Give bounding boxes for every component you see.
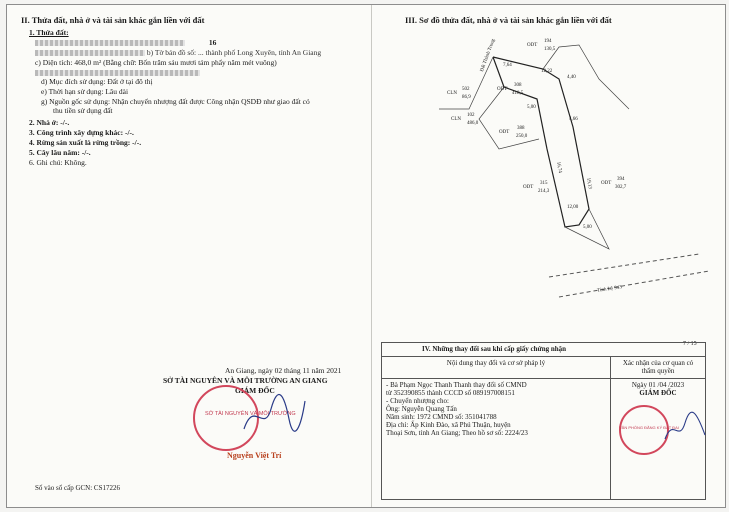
map-label: ODT <box>601 181 612 186</box>
issuer-role: GIÁM ĐỐC <box>235 386 275 395</box>
map-label: 86,9 <box>462 95 471 100</box>
dimension: 4,66 <box>569 117 578 122</box>
item-3: 3. Công trình xây dựng khác: -/-. <box>29 128 134 137</box>
line-a: 16 <box>35 38 216 47</box>
map-label: ODT <box>523 185 534 190</box>
fold-line <box>371 5 372 507</box>
map-label: CLN <box>447 91 457 96</box>
map-label: 502 <box>462 87 470 92</box>
section-ii-title: II. Thửa đất, nhà ở và tài sản khác gắn liền với đất <box>21 15 205 25</box>
map-label: 130,5 <box>544 47 556 52</box>
line-g1: g) Nguồn gốc sử dụng: Nhận chuyển nhượng đất được Công nhận QSDĐ như giao đất có <box>41 97 310 106</box>
item-1-title: 1. Thửa đất: <box>29 28 69 37</box>
plot-boundary <box>493 57 589 227</box>
confirm-role: GIÁM ĐỐC <box>639 389 677 397</box>
dimension: 12,22 <box>541 69 553 74</box>
confirm-date: Ngày 01 /04 /2023 <box>631 381 685 389</box>
certificate-page <box>6 4 726 508</box>
item-5: 5. Cây lâu năm: -/-. <box>29 148 91 157</box>
seal-text: SỞ TÀI NGUYÊN VÀ MÔI TRƯỜNG <box>205 411 296 417</box>
registry-number: Số vào sổ cấp GCN: CS17226 <box>35 484 120 492</box>
dimension: 5,00 <box>583 225 592 230</box>
line-b: b) Tờ bản đồ số: ... thành phố Long Xuyên, tỉnh An Giang <box>35 48 321 57</box>
column-header: Nội dung thay đổi và cơ sở pháp lý <box>382 357 611 379</box>
map-label: 102 <box>467 113 475 118</box>
map-label: ODT <box>497 87 508 92</box>
map-label: 194 <box>544 39 552 44</box>
signature <box>239 389 309 439</box>
map-label: 214,3 <box>538 189 550 194</box>
map-label: 418,5 <box>512 91 524 96</box>
map-label: CLN <box>451 117 461 122</box>
column-header: Xác nhận của cơ quan có thẩm quyền <box>611 357 706 379</box>
signer-name: Nguyễn Việt Trí <box>227 451 282 460</box>
change-content: - Bà Phạm Ngọc Thanh Thanh thay đổi số CMND từ 352390855 thành CCCD số 089197008151 - Chuyển nhượng cho: Ông: Nguyễn Quang Tấn Năm sinh: 1972 CMND số: 351041788 Địa chỉ: Ấp Kinh Đào, xã Phú Thuận, huyện Thoại Sơn, tỉnh An Giang; Theo hồ sơ số: 2224/23 <box>382 379 611 500</box>
issuing-department: SỞ TÀI NGUYÊN VÀ MÔI TRƯỜNG AN GIANG <box>163 376 328 385</box>
map-label: 302,7 <box>615 185 627 190</box>
item-4: 4. Rừng sản xuất là rừng trồng: -/-. <box>29 138 142 147</box>
item-6: 6. Ghi chú: Không. <box>29 158 87 167</box>
dimension: 12,00 <box>567 205 579 210</box>
map-label: ODT <box>499 130 510 135</box>
redacted-text <box>35 40 185 46</box>
line-c: c) Diện tích: 468,0 m² (Bằng chữ: Bốn trăm sáu mươi tám phẩy năm mét vuông) <box>35 58 277 67</box>
changes-table <box>381 342 706 500</box>
dimension: 19,13 <box>585 177 593 190</box>
dimension: 4,40 <box>567 75 576 80</box>
road-label: Đất Thành Trung <box>479 38 497 73</box>
road-edge <box>559 271 709 297</box>
map-label: ODT <box>527 43 538 48</box>
confirmation-cell <box>611 379 706 500</box>
map-label: 315 <box>540 181 548 186</box>
road-edge <box>549 254 699 277</box>
dimension: 7,64 <box>503 63 512 68</box>
issue-date: An Giang, ngày 02 tháng 11 năm 2021 <box>225 366 342 375</box>
corner-mark: 7 / 15 <box>683 341 697 347</box>
line-g2: thu tiền sử dụng đất <box>53 106 113 115</box>
section-iii-title: III. Sơ đồ thửa đất, nhà ở và tài sản khác gắn liền với đất <box>405 15 612 25</box>
road-label: Tỉnh Lộ 943 <box>596 285 623 294</box>
confirm-signature <box>661 409 709 449</box>
dimension: 16,74 <box>555 161 563 174</box>
changes-title: IV. Những thay đổi sau khi cấp giấy chứng nhận <box>382 343 706 357</box>
item-2: 2. Nhà ở: -/-. <box>29 118 70 127</box>
map-label: 250,0 <box>516 134 528 139</box>
confirm-seal-text: VĂN PHÒNG ĐĂNG KÝ ĐẤT ĐAI <box>619 425 679 430</box>
dimension: 5,00 <box>527 105 536 110</box>
line-d: d) Mục đích sử dụng: Đất ở tại đô thị <box>41 77 153 86</box>
line-e: e) Thời hạn sử dụng: Lâu dài <box>41 87 129 96</box>
map-label: 388 <box>517 126 525 131</box>
map-label: 486,0 <box>467 121 479 126</box>
map-label: 308 <box>514 83 522 88</box>
line-c2 <box>35 68 200 77</box>
map-label: 394 <box>617 177 625 182</box>
